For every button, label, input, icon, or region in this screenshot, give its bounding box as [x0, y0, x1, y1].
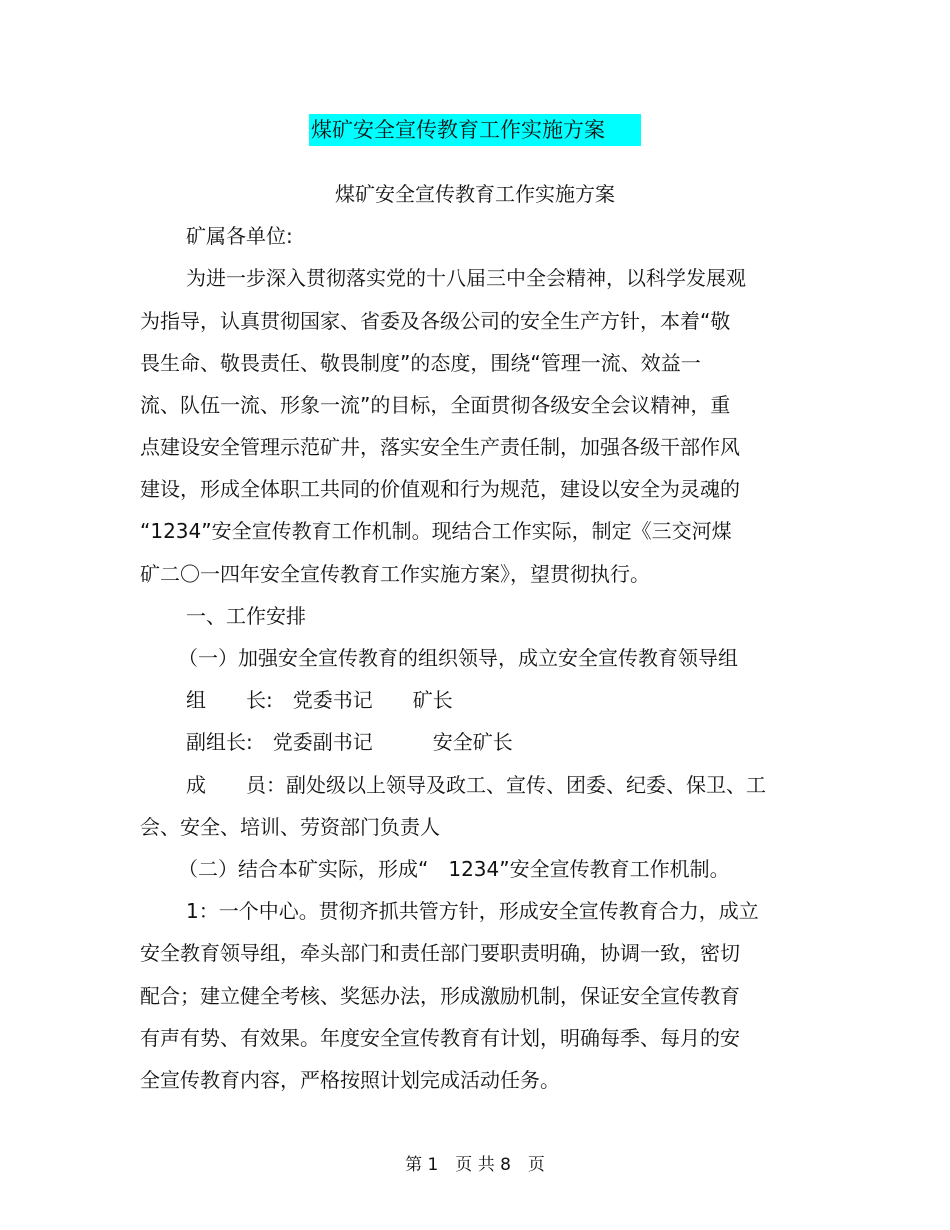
para2-line: 配合；建立健全考核、奖惩办法，形成激励机制，保证安全宣传教育 [140, 984, 740, 1008]
para2-line: 有声有势、有效果。年度安全宣传教育有计划，明确每季、每月的安 [140, 1026, 740, 1050]
para1-line: 为进一步深入贯彻落实党的十八届三中全会精神，以科学发展观 [186, 266, 746, 290]
para1-line: 建设，形成全体职工共同的价值观和行为规范，建设以安全为灵魂的 [140, 477, 740, 501]
salutation: 矿属各单位: [186, 224, 293, 248]
highlighted-title: 煤矿安全宣传教育工作实施方案 [309, 114, 641, 146]
subsection-heading: （一）加强安全宣传教育的组织领导，成立安全宣传教育领导组 [178, 646, 738, 670]
para2-line: 安全教育领导组，牵头部门和责任部门要职责明确，协调一致，密切 [140, 941, 740, 965]
para1-line: 畏生命、敬畏责任、敬畏制度”的态度，围绕“管理一流、效益一 [140, 351, 701, 375]
para2-line: 1：一个中心。贯彻齐抓共管方针，形成安全宣传教育合力，成立 [186, 899, 759, 923]
para1-line: 点建设安全管理示范矿井，落实安全生产责任制，加强各级干部作风 [140, 435, 740, 459]
para1-line: 流、队伍一流、形象一流”的目标，全面贯彻各级安全会议精神，重 [140, 393, 731, 417]
document-title: 煤矿安全宣传教育工作实施方案 [335, 182, 615, 206]
members-line: 成 员：副处级以上领导及政工、宣传、团委、纪委、保卫、工 [186, 773, 766, 797]
title-highlight-block [0, 114, 950, 146]
leader-line: 组 长: 党委书记 矿长 [186, 688, 453, 712]
deputy-leader-line: 副组长: 党委副书记 安全矿长 [186, 730, 513, 754]
members-line: 会、安全、培训、劳资部门负责人 [140, 815, 440, 839]
para2-line: 全宣传教育内容，严格按照计划完成活动任务。 [140, 1068, 560, 1092]
para1-line: “1234”安全宣传教育工作机制。现结合工作实际，制定《三交河煤 [140, 519, 732, 543]
page-footer: 第 1 页 共 8 页 [405, 1155, 545, 1175]
section-heading: 一、工作安排 [186, 604, 306, 628]
para1-line: 矿二〇一四年安全宣传教育工作实施方案》，望贯彻执行。 [140, 562, 650, 586]
subsection-heading: （二）结合本矿实际，形成“ 1234”安全宣传教育工作机制。 [178, 857, 730, 881]
para1-line: 为指导，认真贯彻国家、省委及各级公司的安全生产方针，本着“敬 [140, 309, 731, 333]
